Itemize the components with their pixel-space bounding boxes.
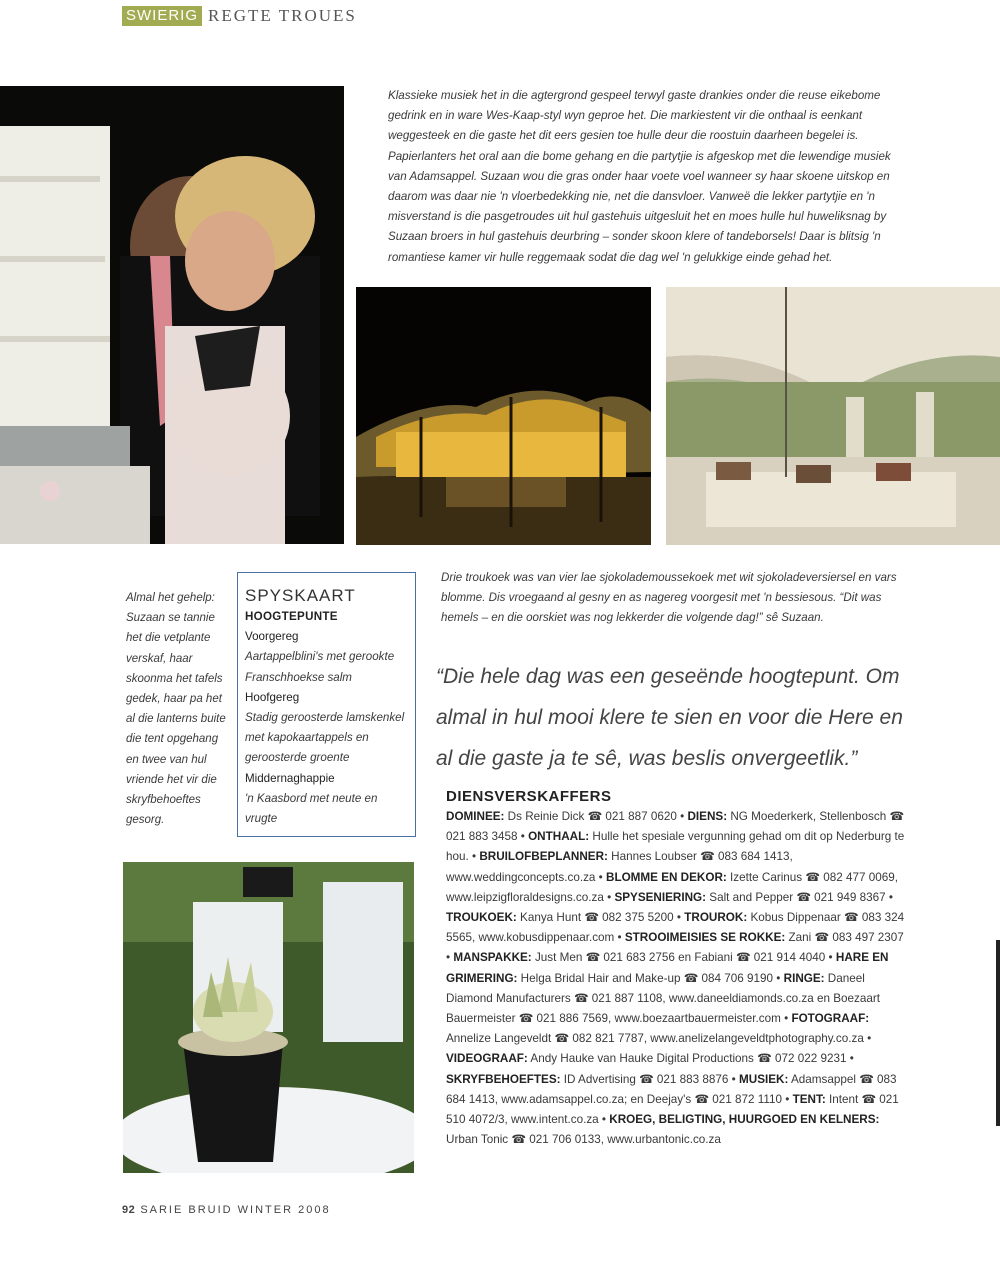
suppliers-section [446,788,908,1150]
supplier-label: TENT: [792,1092,826,1106]
intro-paragraph: Klassieke musiek het in die agtergrond gespeel terwyl gaste drankies onder die reuse eikebome gedrink en in ware Wes-Kaap-styl wyn geproe het. Die markiestent vir die onthaal is eenkant weggesteek en die gaste het dit eers gesien toe hulle deur die roostuin daarheen begelei is. Papierlanters het oral aan die bome gehang en die partytjie is afgeskop met die lewendige musiek van Adamsappel. Suzaan wou die gras onder haar voete voel wanneer sy haar skoene uitskop en daarom was daar nie 'n vloerbedekking nie, net die dansvloer. Vanweë die lekker partytjie en 'n misverstand is die pasgetroudes uit hul gastehuis uitgesluit het en moes hulle hul huweliksnag by Suzaan broers in hul gastehuis deurbring – sonder skoon klere of tandeborsels! Daar is blitsig 'n romantiese kamer vir hulle reggemaak sodat die dag wel 'n gelukkige einde gehad het. [388,89,891,264]
supplier-label: BLOMME EN DEKOR: [606,870,727,884]
supplier-label: MUSIEK: [739,1072,789,1086]
cake-caption: Drie troukoek was van vier lae sjokolademoussekoek met wit sjokoladeversiersel en vars blomme. Dis vroegaand al gesny en as nagereg voorgesit met 'n bessiesous. “Dit was hemels – en die oorskiet was nog lekkerder die volgende dag!” sê Suzaan. [441,571,897,625]
photo-lounge-tent [666,287,1000,545]
supplier-detail: Kobus Dippenaar ☎ 083 324 5565, www.kobusdippenaar.com [446,911,905,945]
supplier-detail: Hulle het spesiale vergunning gehad om dit op Nederburg te hou. [446,830,905,864]
supplier-label: HARE EN GRIMERING: [446,951,889,985]
supplier-label: STROOIMEISIES SE ROKKE: [624,931,786,945]
menu-starter-label: Voorgereg [245,630,299,644]
photo-lounge-tent-image [666,287,1000,545]
menu-late-label: Middernaghappie [245,771,335,785]
supplier-detail: Kanya Hunt ☎ 082 375 5200 [516,911,674,925]
menu-title: SPYSKAART [245,586,356,605]
supplier-detail: Adamsappel ☎ 083 684 1413, www.adamsappel.co.za; en Deejay's ☎ 021 872 1110 [446,1072,897,1106]
section-title: REGTE TROUES [208,6,357,25]
supplier-detail: Annelize Langeveldt ☎ 082 821 7787, www.anelizelangeveldtphotography.co.za [446,1032,864,1046]
section-tag: SWIERIG [122,6,202,26]
supplier-detail: ID Advertising ☎ 021 883 8876 [560,1072,729,1086]
page-header [122,6,357,26]
supplier-detail: Andy Hauke van Hauke Digital Productions ☎ 072 022 9231 [527,1052,847,1066]
supplier-label: ONTHAAL: [528,830,590,844]
supplier-detail: Urban Tonic ☎ 021 706 0133, www.urbantonic.co.za [446,1133,721,1147]
page-number: 92 [122,1204,136,1216]
photo-centrepiece [123,862,414,1173]
menu-subtitle: HOOGTEPUNTE [245,610,338,623]
supplier-label: FOTOGRAAF: [791,1012,870,1026]
pull-quote: “Die hele dag was een geseënde hoogtepunt. Om almal in hul mooi klere te sien en voor die Here en al die gaste ja te sê, was beslis onvergeetlik.” [436,665,903,770]
supplier-label: RINGE: [783,971,825,985]
supplier-detail: Salt and Pepper ☎ 021 949 8367 [706,890,886,904]
supplier-label: SPYSENIERING: [614,890,707,904]
photo-night-tent-image [356,287,651,545]
helpers-caption: Almal het gehelp: Suzaan se tannie het die vetplante verskaf, haar skoonma het tafels gedek, haar pa het al die lanterns buite die tent opgehang en twee van hul vriende het vir die skryfbehoeftes gesorg. [126,592,226,827]
supplier-detail: Just Men ☎ 021 683 2756 en Fabiani ☎ 021 914 4040 [531,951,826,965]
supplier-label: DIENS: [687,810,728,823]
supplier-detail: Hannes Loubser ☎ 083 684 1413, www.weddingconcepts.co.za [446,850,793,884]
photo-centrepiece-image [123,862,414,1173]
photo-couple-cake [0,86,344,544]
supplier-detail: NG Moederkerk, Stellenbosch ☎ 021 883 3458 [446,810,905,844]
supplier-detail: Intent ☎ 021 510 4072/3, www.intent.co.za [446,1092,899,1127]
menu-starter: Aartappelblini's met gerookte Franschhoekse salm [245,650,395,684]
supplier-detail: Helga Bridal Hair and Make-up ☎ 084 706 9190 [517,971,774,985]
supplier-label: KROEG, BELIGTING, HUURGOED EN KELNERS: [609,1113,880,1127]
photo-couple-cake-image [0,86,344,544]
magazine-name: SARIE BRUID [140,1204,233,1216]
suppliers-list: DOMINEE: Ds Reinie Dick ☎ 021 887 0620 • DIENS: NG Moederkerk, Stellenbosch ☎ 021 883 3458 • ONTHAAL: Hulle het spesiale vergunning gehad om dit op Nederburg te hou. • BRUILOFBEPLANNER: Hannes Loubser ☎ 083 684 1413, www.weddingconcepts.co.za • BLOMME EN DEKOR: Izette Carinus ☎ 082 477 0069, www.leipzigfloraldesigns.co.za • SPYSENIERING: Salt and Pepper ☎ 021 949 8367 • TROUKOEK: Kanya Hunt ☎ 082 375 5200 • TROUROK: Kobus Dippenaar ☎ 083 324 5565, www.kobusdippenaar.com • STROOIMEISIES SE ROKKE: Zani ☎ 083 497 2307 • MANSPAKKE: Just Men ☎ 021 683 2756 en Fabiani ☎ 021 914 4040 • HARE EN GRIMERING: Helga Bridal Hair and Make-up ☎ 084 706 9190 • RINGE: Daneel Diamond Manufacturers ☎ 021 887 1108, www.daneeldiamonds.co.za en Boezaart Bauermeister ☎ 021 886 7569, www.boezaartbauermeister.com • FOTOGRAAF: Annelize Langeveldt ☎ 082 821 7787, www.anelizelangeveldtphotography.co.za • VIDEOGRAAF: Andy Hauke van Hauke Digital Productions ☎ 072 022 9231 • SKRYFBEHOEFTES: ID Advertising ☎ 021 883 8876 • MUSIEK: Adamsappel ☎ 083 684 1413, www.adamsappel.co.za; en Deejay's ☎ 021 872 1110 • TENT: Intent ☎ 021 510 4072/3, www.intent.co.za • KROEG, BELIGTING, HUURGOED EN KELNERS: Urban Tonic ☎ 021 706 0133, www.urbantonic.co.za [446,810,905,1147]
photo-night-tent [356,287,651,545]
supplier-detail: Ds Reinie Dick ☎ 021 887 0620 [504,810,677,823]
supplier-label: MANSPAKKE: [453,951,532,965]
page-footer [122,1204,331,1216]
supplier-label: TROUKOEK: [446,911,517,925]
menu-main-label: Hoofgereg [245,690,300,704]
supplier-detail: Izette Carinus ☎ 082 477 0069, www.leipzigfloraldesigns.co.za [446,870,898,904]
supplier-detail: Daneel Diamond Manufacturers ☎ 021 887 1108, www.daneeldiamonds.co.za en Boezaart Bauermeister ☎ 021 886 7569, www.boezaartbauermeister.com [446,971,881,1026]
menu-box [237,572,416,837]
supplier-detail: Zani ☎ 083 497 2307 [785,931,904,945]
menu-late: 'n Kaasbord met neute en vrugte [245,791,378,826]
page-edge-bar [996,940,1000,1126]
supplier-label: BRUILOFBEPLANNER: [479,850,608,864]
supplier-label: SKRYFBEHOEFTES: [446,1072,561,1086]
supplier-label: TROUROK: [684,911,748,925]
menu-main: Stadig geroosterde lamskenkel met kapokaartappels en geroosterde groente [245,711,405,765]
supplier-label: VIDEOGRAAF: [446,1052,528,1066]
magazine-issue: WINTER 2008 [237,1204,331,1216]
supplier-label: DOMINEE: [446,810,505,823]
suppliers-title: DIENSVERSKAFFERS [446,788,612,805]
